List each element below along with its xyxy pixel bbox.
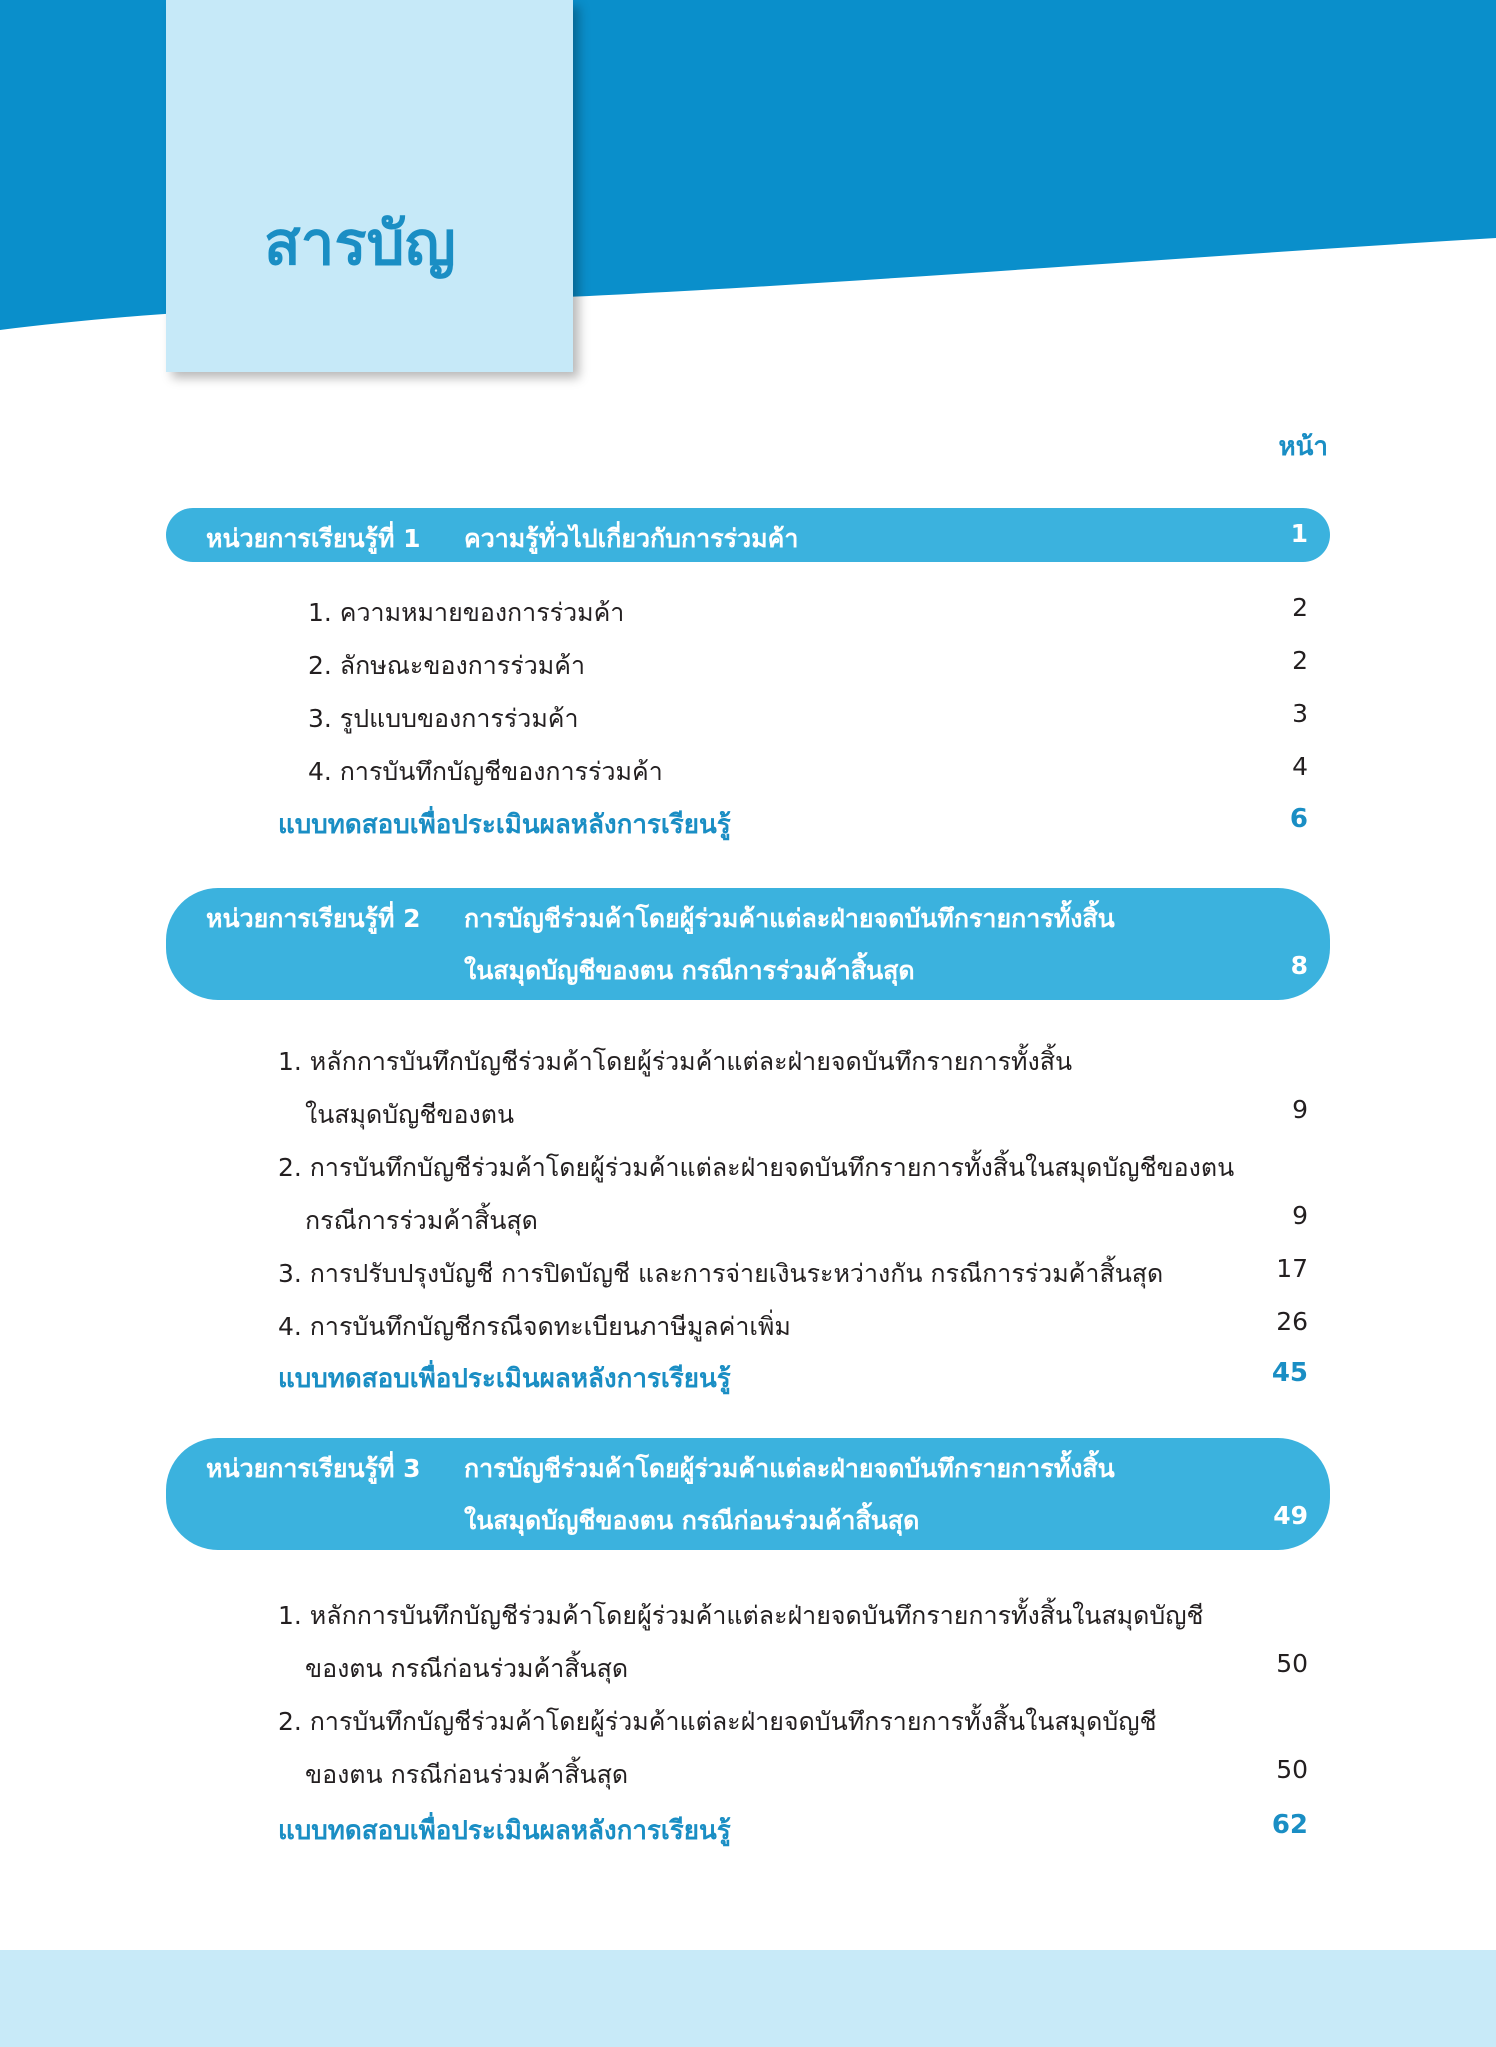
unit-1-item-1[interactable]: 1. ความหมายของการร่วมค้า [308,598,625,627]
unit-3-item-2-line-1[interactable]: 2. การบันทึกบัญชีร่วมค้าโดยผู้ร่วมค้าแต่ละฝ่ายจดบันทึกรายการทั้งสิ้นในสมุดบัญชี [278,1707,1157,1736]
unit-1-item-3-page: 3 [1292,699,1308,728]
unit-3-header[interactable] [166,1438,1330,1550]
unit-2-item-3[interactable]: 3. การปรับปรุงบัญชี การปิดบัญชี และการจ่ายเงินระหว่างกัน กรณีการร่วมค้าสิ้นสุด [278,1259,1164,1288]
unit-1-assessment[interactable]: แบบทดสอบเพื่อประเมินผลหลังการเรียนรู้ [278,810,731,840]
unit-2-assessment[interactable]: แบบทดสอบเพื่อประเมินผลหลังการเรียนรู้ [278,1364,731,1394]
unit-2-assessment-page: 45 [1271,1358,1308,1388]
unit-2-item-2-line-1[interactable]: 2. การบันทึกบัญชีร่วมค้าโดยผู้ร่วมค้าแต่ละฝ่ายจดบันทึกรายการทั้งสิ้นในสมุดบัญชีของตน [278,1153,1235,1182]
unit-1-page: 1 [1290,519,1308,548]
unit-1-item-4-page: 4 [1292,752,1308,781]
unit-1-item-1-page: 2 [1292,593,1308,622]
page-title: สารบัญ [264,209,456,279]
page-column-label: หน้า [1278,432,1328,462]
unit-3-item-2-page: 50 [1276,1755,1308,1784]
unit-3-item-1-line-2[interactable]: ของตน กรณีก่อนร่วมค้าสิ้นสุด [305,1654,629,1683]
unit-2-item-1-line-1[interactable]: 1. หลักการบันทึกบัญชีร่วมค้าโดยผู้ร่วมค้าแต่ละฝ่ายจดบันทึกรายการทั้งสิ้น [278,1047,1073,1076]
unit-3-assessment-page: 62 [1271,1810,1308,1840]
unit-2-title-line-1: การบัญชีร่วมค้าโดยผู้ร่วมค้าแต่ละฝ่ายจดบันทึกรายการทั้งสิ้น [464,904,1115,933]
title-card [166,0,573,372]
unit-2-item-2-page: 9 [1292,1201,1308,1230]
footer-band [0,1950,1496,2047]
unit-2-item-4-page: 26 [1276,1307,1308,1336]
unit-1-item-4[interactable]: 4. การบันทึกบัญชีของการร่วมค้า [308,757,663,786]
unit-3-page: 49 [1273,1501,1308,1530]
unit-3-item-1-page: 50 [1276,1649,1308,1678]
unit-1-item-2[interactable]: 2. ลักษณะของการร่วมค้า [308,651,585,680]
unit-1-label: หน่วยการเรียนรู้ที่ 1 [206,524,421,553]
unit-3-item-2-line-2[interactable]: ของตน กรณีก่อนร่วมค้าสิ้นสุด [305,1760,629,1789]
unit-1-item-3[interactable]: 3. รูปแบบของการร่วมค้า [308,704,579,733]
unit-1-header[interactable] [166,508,1330,562]
unit-3-assessment[interactable]: แบบทดสอบเพื่อประเมินผลหลังการเรียนรู้ [278,1816,731,1846]
unit-3-title-line-2: ในสมุดบัญชีของตน กรณีก่อนร่วมค้าสิ้นสุด [464,1506,920,1535]
unit-3-title-line-1: การบัญชีร่วมค้าโดยผู้ร่วมค้าแต่ละฝ่ายจดบันทึกรายการทั้งสิ้น [464,1454,1115,1483]
unit-1-assessment-page: 6 [1289,804,1308,834]
unit-2-label: หน่วยการเรียนรู้ที่ 2 [206,904,421,933]
unit-2-item-3-page: 17 [1276,1254,1308,1283]
unit-3-label: หน่วยการเรียนรู้ที่ 3 [206,1454,421,1483]
unit-2-item-1-line-2[interactable]: ในสมุดบัญชีของตน [305,1100,515,1129]
unit-2-item-2-line-2[interactable]: กรณีการร่วมค้าสิ้นสุด [305,1206,538,1235]
unit-2-title-line-2: ในสมุดบัญชีของตน กรณีการร่วมค้าสิ้นสุด [464,956,915,985]
unit-1-title: ความรู้ทั่วไปเกี่ยวกับการร่วมค้า [464,524,799,553]
unit-2-item-4[interactable]: 4. การบันทึกบัญชีกรณีจดทะเบียนภาษีมูลค่าเพิ่ม [278,1312,791,1341]
unit-3-item-1-line-1[interactable]: 1. หลักการบันทึกบัญชีร่วมค้าโดยผู้ร่วมค้าแต่ละฝ่ายจดบันทึกรายการทั้งสิ้นในสมุดบัญชี [278,1601,1204,1630]
unit-2-item-1-page: 9 [1292,1095,1308,1124]
unit-2-page: 8 [1290,951,1308,980]
unit-2-header[interactable] [166,888,1330,1000]
unit-1-item-2-page: 2 [1292,646,1308,675]
